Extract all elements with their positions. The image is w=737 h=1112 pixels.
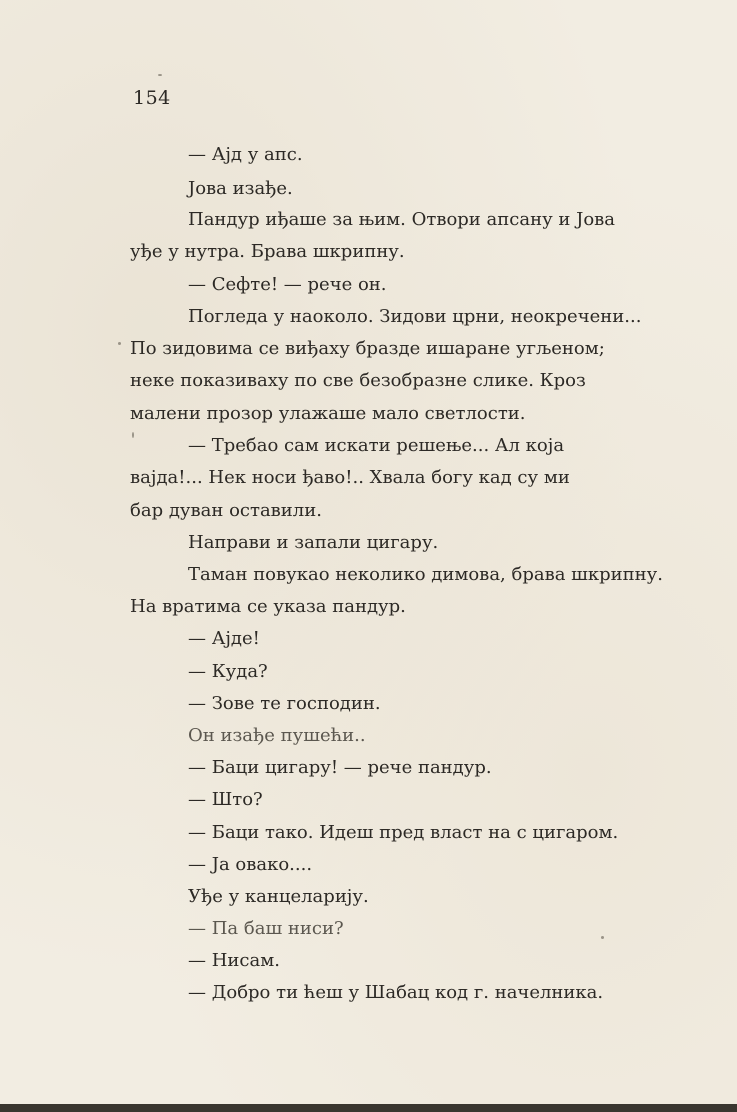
- text-line: — Требао сам искати решење... Ал која: [188, 435, 565, 456]
- text-line: Таман повукао неколико димова, брава шкрипну.: [188, 564, 663, 585]
- paper-speck: [158, 74, 162, 76]
- text-line: — Баци цигару! — рече пандур.: [188, 757, 492, 778]
- text-line: — Ја овако....: [188, 854, 313, 875]
- text-line: — Добро ти ћеш у Шабац код г. начелника.: [188, 982, 604, 1003]
- text-line: — Нисам.: [188, 950, 280, 971]
- text-line: По зидовима се виђаху бразде ишаране угљеном;: [130, 338, 605, 359]
- text-line: — Ајд у апс.: [188, 144, 303, 165]
- text-line: Јова изађе.: [188, 178, 293, 199]
- text-line: вајда!... Нек носи ђаво!.. Хвала богу кад су ми: [130, 467, 570, 488]
- text-line: — Ајде!: [188, 628, 260, 649]
- text-line: На вратима се указа пандур.: [130, 596, 406, 617]
- text-line: — Баци тако. Идеш пред власт на с цигаром.: [188, 822, 619, 843]
- text-line: Пандур иђаше за њим. Отвори апсану и Јова: [188, 209, 616, 230]
- page-bottom-edge: [0, 1104, 737, 1112]
- text-line: неке показиваху по све безобразне слике. Кроз: [130, 370, 586, 391]
- text-line: Он изађе пушећи..: [188, 725, 366, 746]
- text-line: Погледа у наоколо. Зидови црни, неокречени...: [188, 306, 642, 327]
- text-line: уђе у нутра. Брава шкрипну.: [130, 241, 405, 262]
- text-line: — Сефте! — рече он.: [188, 274, 387, 295]
- paper-speck: [132, 432, 134, 438]
- text-line: малени прозор улажаше мало светлости.: [130, 403, 526, 424]
- text-line: бар дуван оставили.: [130, 500, 322, 521]
- text-line: Уђе у канцеларију.: [188, 886, 369, 907]
- text-line: — Зове те господин.: [188, 693, 381, 714]
- page-number: 154: [133, 87, 171, 109]
- text-line: — Па баш ниси?: [188, 918, 344, 939]
- paper-speck: [601, 936, 604, 939]
- text-line: Направи и запали цигару.: [188, 532, 439, 553]
- paper-speck: [118, 342, 121, 345]
- text-line: — Што?: [188, 789, 263, 810]
- text-line: — Куда?: [188, 661, 268, 682]
